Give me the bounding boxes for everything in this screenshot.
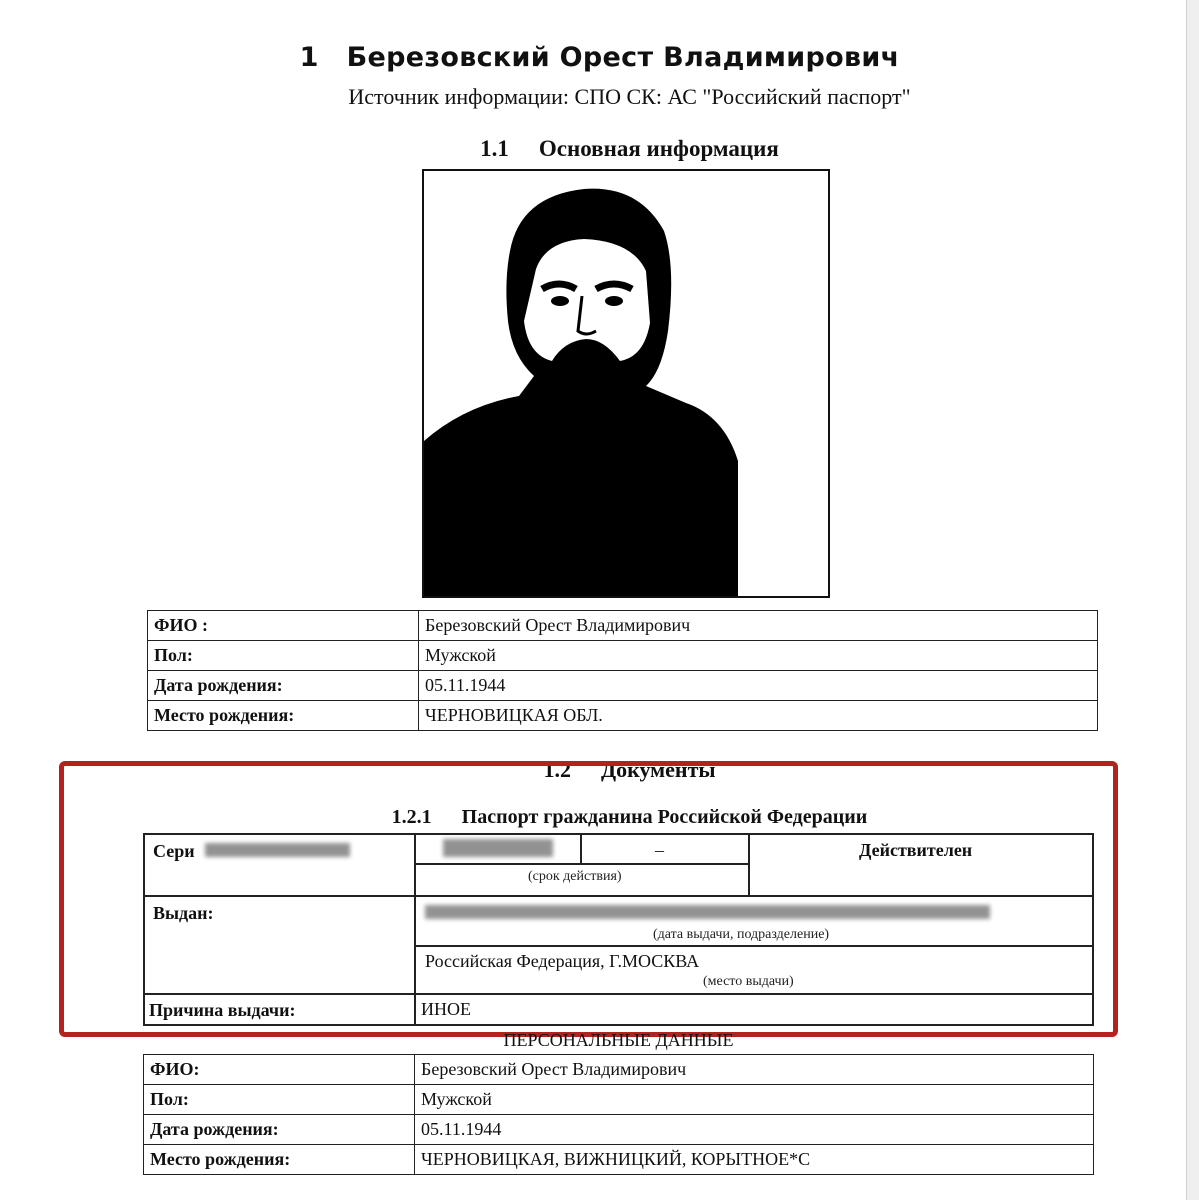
validity-dash: – [655, 840, 664, 860]
reason-label: Причина выдачи: [149, 1000, 296, 1020]
info-source: Источник информации: СПО СК: АС "Российский паспорт" [348, 84, 911, 109]
field-label: Дата рождения: [144, 1115, 415, 1145]
field-label: ФИО : [148, 611, 419, 641]
field-value: Мужской [419, 641, 1098, 671]
table-row [148, 611, 1098, 641]
field-label: Дата рождения: [148, 671, 419, 701]
basic-info-table [147, 610, 1098, 731]
person-number: 1 [299, 42, 319, 73]
section-number: 1.1 [480, 136, 509, 161]
table-row [148, 641, 1098, 671]
place-caption: (место выдачи) [703, 974, 794, 989]
person-photo [422, 169, 830, 598]
table-row [144, 1115, 1094, 1145]
portrait-silhouette [424, 171, 828, 596]
section-number: 1.2 [543, 757, 571, 782]
field-value: 05.11.1944 [419, 671, 1098, 701]
table-row [148, 701, 1098, 731]
person-name: Березовский Орест Владимирович [346, 42, 900, 73]
field-label: Место рождения: [144, 1145, 415, 1175]
field-value: Мужской [415, 1085, 1094, 1115]
field-value: Березовский Орест Владимирович [419, 611, 1098, 641]
issued-caption: (дата выдачи, подразделение) [653, 927, 830, 942]
validity-caption: (срок действия) [528, 869, 622, 884]
field-value: ЧЕРНОВИЦКАЯ ОБЛ. [419, 701, 1098, 731]
person-heading [0, 42, 1199, 73]
personal-data-title: ПЕРСОНАЛЬНЫЕ ДАННЫЕ [503, 1030, 734, 1050]
section-title: Документы [600, 757, 716, 782]
field-label: Пол: [148, 641, 419, 671]
subsection-title: Паспорт гражданина Российской Федерации [461, 806, 868, 828]
issue-place: Российская Федерация, Г.МОСКВА [425, 951, 700, 971]
table-row [144, 1145, 1094, 1175]
table-row [144, 1055, 1094, 1085]
table-row [148, 671, 1098, 701]
issue-reason: ИНОЕ [421, 999, 471, 1019]
series-label: Сери [153, 841, 195, 861]
field-value: 05.11.1944 [415, 1115, 1094, 1145]
field-value: Березовский Орест Владимирович [415, 1055, 1094, 1085]
field-label: Пол: [144, 1085, 415, 1115]
section-basic-heading [0, 136, 1199, 162]
page-edge [1186, 0, 1199, 1200]
table-row [144, 1085, 1094, 1115]
section-title: Основная информация [538, 136, 779, 161]
issued-label: Выдан: [153, 903, 214, 923]
field-label: Место рождения: [148, 701, 419, 731]
field-value: ЧЕРНОВИЦКАЯ, ВИЖНИЦКИЙ, КОРЫТНОЕ*С [415, 1145, 1094, 1175]
highlight-frame [59, 761, 1118, 1037]
field-label: ФИО: [144, 1055, 415, 1085]
subsection-number: 1.2.1 [391, 806, 432, 828]
passport-status: Действителен [859, 840, 973, 860]
personal-data-table [143, 1054, 1094, 1175]
